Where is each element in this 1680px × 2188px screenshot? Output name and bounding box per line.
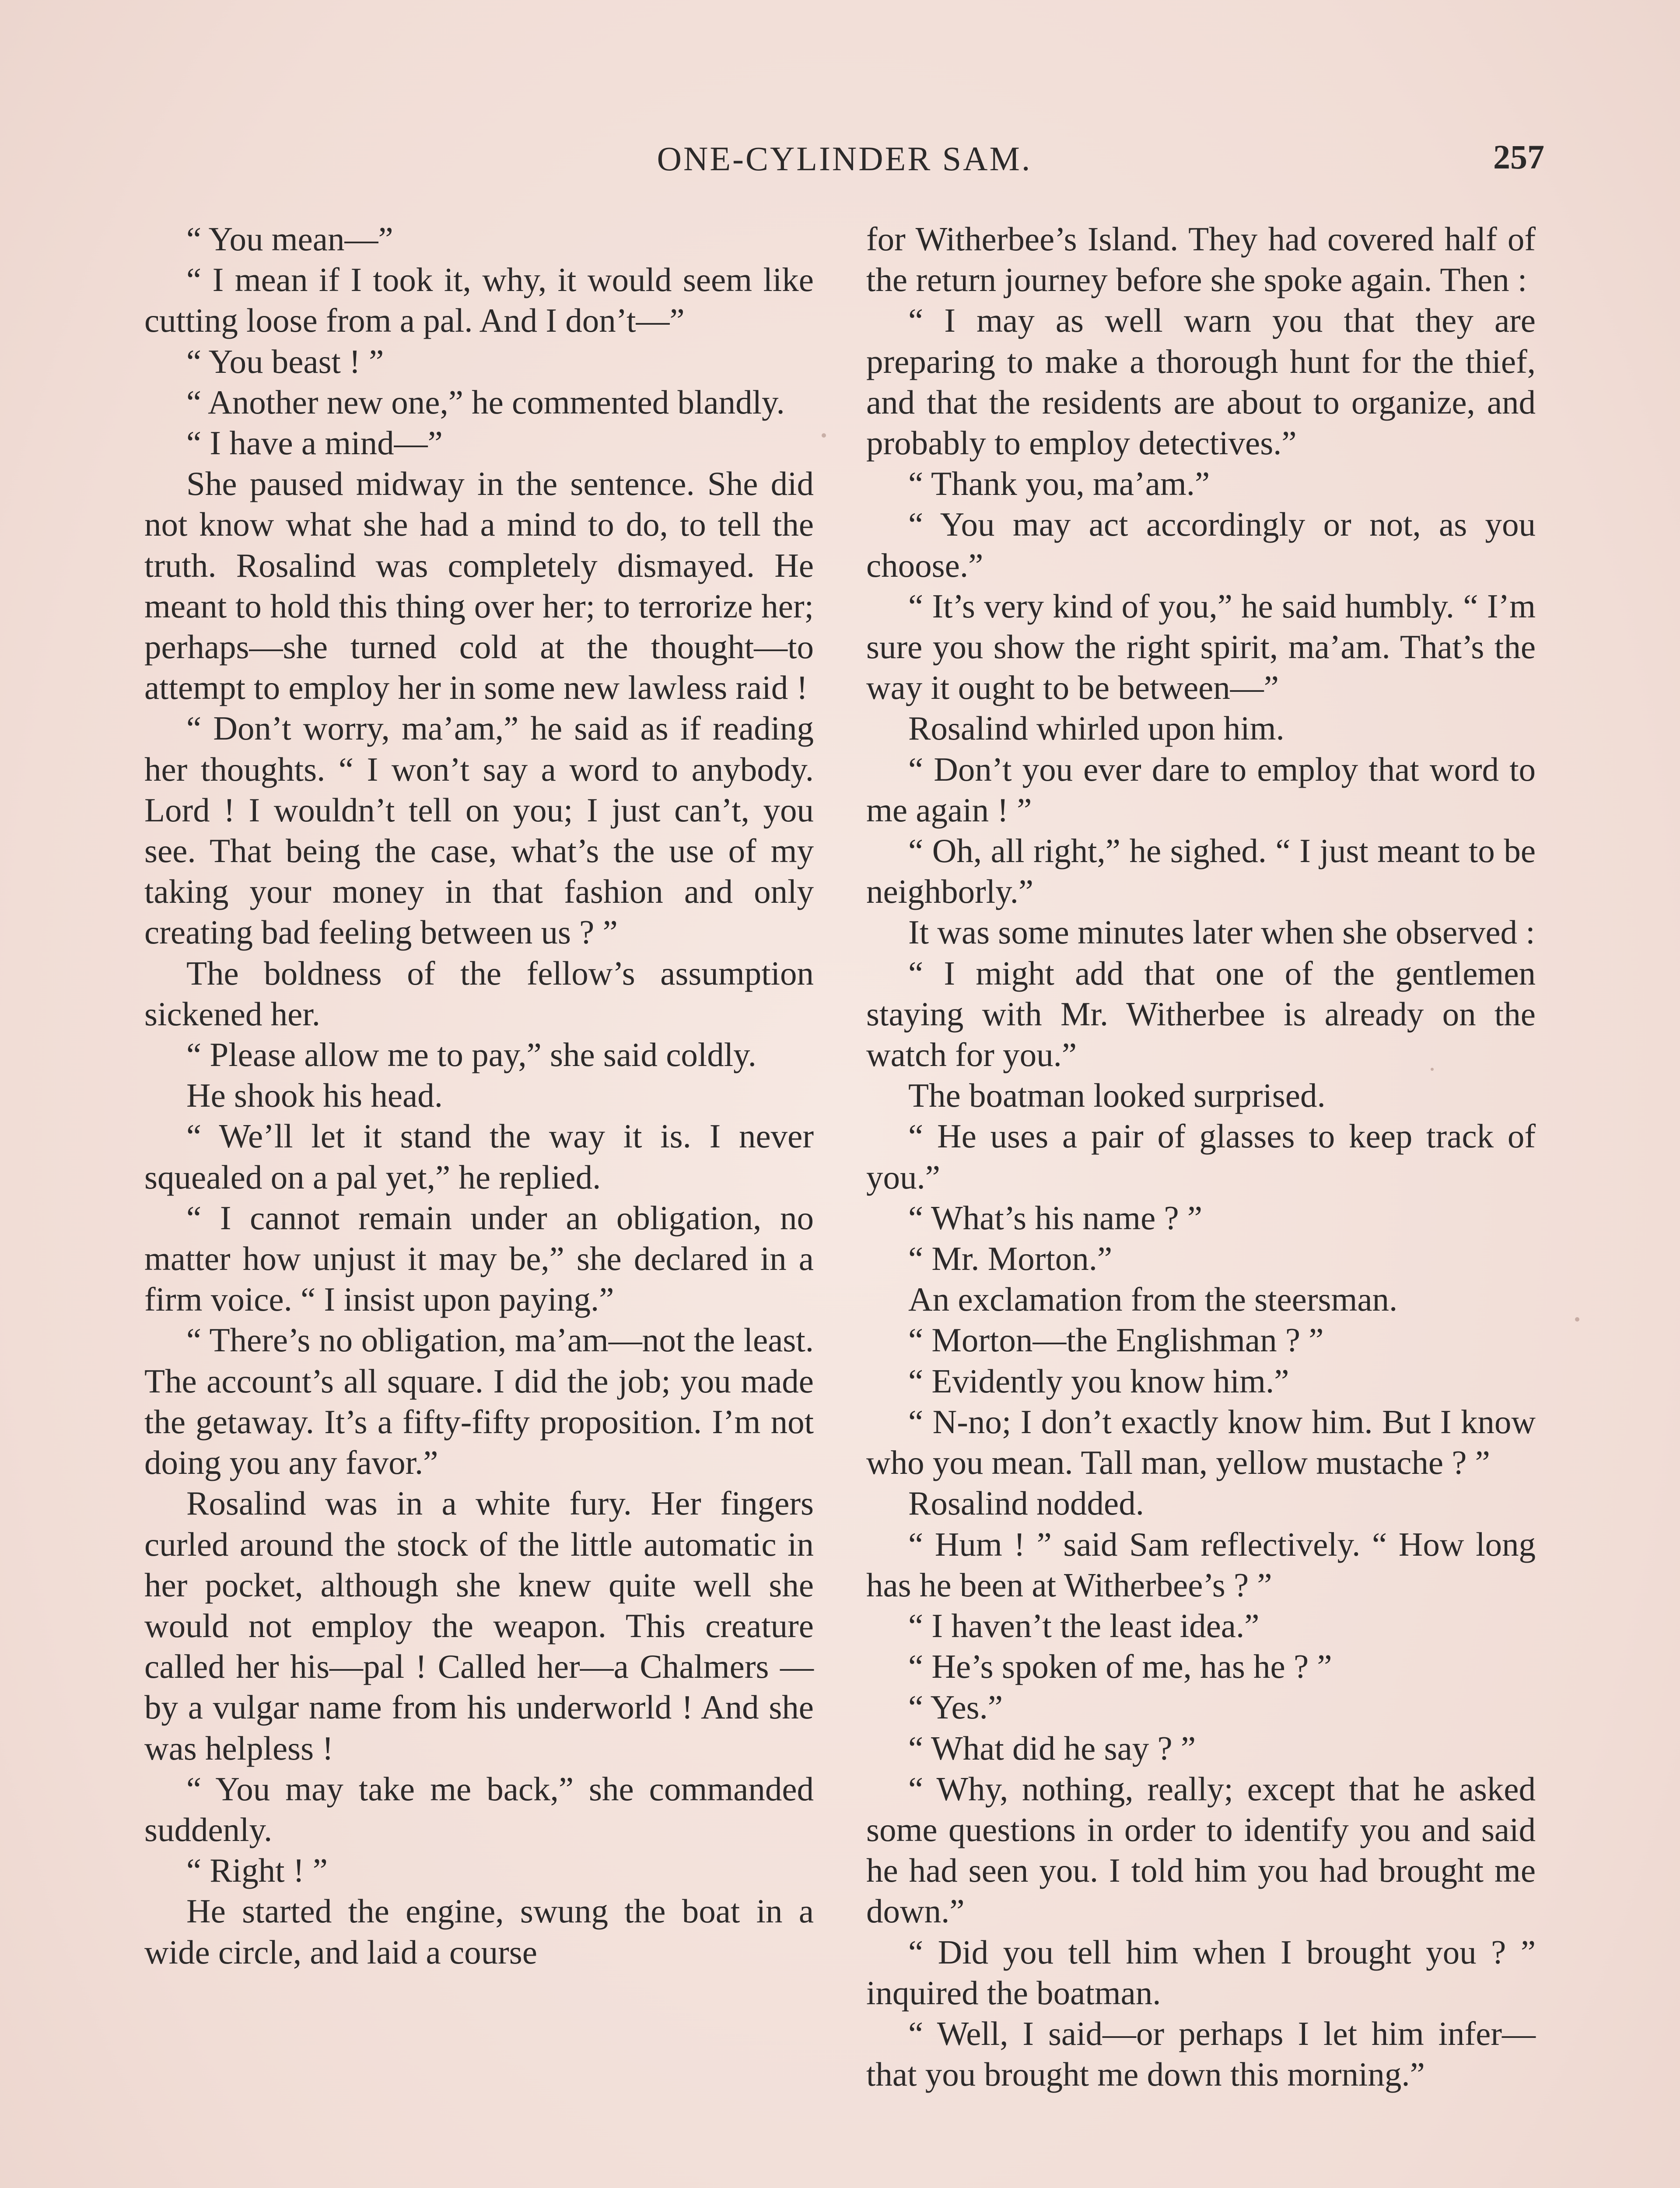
left-text-column [144, 219, 814, 1973]
paragraph: “ I mean if I took it, why, it would seem like cutting loose from a pal. And I don’t—” [144, 261, 814, 340]
paragraph: “ You may take me back,” she commanded suddenly. [144, 1770, 814, 1848]
paragraph: “ Did you tell him when I brought you ? ” inquired the boatman. [866, 1933, 1536, 2012]
paragraph: “ Please allow me to pay,” she said coldly. [186, 1036, 756, 1074]
paragraph: “ Another new one,” he commented blandly. [186, 383, 785, 421]
paragraph: The boatman looked surprised. [908, 1076, 1326, 1115]
paragraph: Rosalind whirled upon him. [908, 709, 1284, 747]
paragraph: An exclamation from the steersman. [908, 1280, 1398, 1318]
paragraph: “ Well, I said—or perhaps I let him infer—that you brought me down this morning.” [866, 2014, 1536, 2093]
paragraph: “ I may as well warn you that they are preparing to make a thorough hunt for the thief, and that the residents are about to organize, and probably to employ detectives.” [866, 302, 1536, 462]
paragraph: “ We’ll let it stand the way it is. I never squealed on a pal yet,” he replied. [144, 1117, 814, 1196]
paragraph: “ N-no; I don’t exactly know him. But I know who you mean. Tall man, yellow mustache ? ” [866, 1403, 1536, 1482]
paragraph: “ There’s no obligation, ma’am—not the least. The account’s all square. I did the job; you made the getaway. It’s a fifty-fifty proposition. I’m not doing you any favor.” [144, 1321, 814, 1482]
paragraph: “ You mean—” [186, 220, 393, 258]
paragraph: He shook his head. [186, 1076, 443, 1115]
right-text-column [866, 219, 1536, 2095]
paragraph: “ Yes.” [908, 1688, 1003, 1726]
paragraph: “ I cannot remain under an obligation, no matter how unjust it may be,” she declared in a firm voice. “ I insist upon paying.” [144, 1199, 814, 1318]
paragraph: “ Don’t you ever dare to employ that word to me again ! ” [866, 750, 1536, 829]
paragraph: “ Right ! ” [186, 1851, 328, 1890]
paragraph: “ What did he say ? ” [908, 1729, 1196, 1767]
paragraph: She paused midway in the sentence. She did not know what she had a mind to do, to tell the truth. Rosalind was completely dismayed. He meant to hold this thing over her; to terrorize her; perhaps—she turned cold at the thought—to attempt to employ her in some new lawless raid ! [144, 465, 814, 707]
paragraph: Rosalind was in a white fury. Her fingers curled around the stock of the little automatic in her pocket, although she knew quite well she would not employ the weapon. This creature called her his—pal ! Called her—a Chalmers —by a vulgar name from his underworld ! And she was helpless ! [144, 1484, 814, 1767]
paragraph: “ I have a mind—” [186, 424, 443, 462]
paragraph: “ Morton—the Englishman ? ” [908, 1321, 1324, 1359]
paragraph: “ He uses a pair of glasses to keep track of you.” [866, 1117, 1536, 1196]
paragraph: “ Evidently you know him.” [908, 1362, 1289, 1400]
paragraph: “ I might add that one of the gentlemen staying with Mr. Witherbee is already on the watch for you.” [866, 954, 1536, 1074]
paragraph: for Witherbee’s Island. They had covered half of the return journey before she spoke again. Then : [866, 220, 1536, 299]
paragraph: The boldness of the fellow’s assumption sickened her. [144, 954, 814, 1033]
paragraph: “ He’s spoken of me, has he ? ” [908, 1648, 1332, 1686]
page-number: 257 [1493, 138, 1544, 176]
paragraph: “ You beast ! ” [186, 342, 384, 380]
paragraph: “ What’s his name ? ” [908, 1199, 1203, 1237]
paragraph: “ Mr. Morton.” [908, 1240, 1113, 1278]
paragraph: “ Don’t worry, ma’am,” he said as if reading her thoughts. “ I won’t say a word to anybody. Lord ! I wouldn’t tell on you; I just can’t, you see. That being the case, what’s the use of my taking your money in that fashion and only creating bad feeling between us ? ” [144, 709, 814, 951]
running-title: ONE-CYLINDER SAM. [657, 140, 1032, 178]
paragraph: “ Why, nothing, really; except that he asked some questions in order to identify you and said he had seen you. I told him you had brought me down.” [866, 1770, 1536, 1930]
paragraph: “ I haven’t the least idea.” [908, 1606, 1260, 1645]
paragraph: It was some minutes later when she observed : [908, 913, 1535, 951]
paragraph: “ You may act accordingly or not, as you choose.” [866, 505, 1536, 584]
paragraph: Rosalind nodded. [908, 1484, 1144, 1522]
paragraph: “ It’s very kind of you,” he said humbly. “ I’m sure you show the right spirit, ma’am. That’s the way it ought to be between—” [866, 587, 1536, 707]
paragraph: “ Oh, all right,” he sighed. “ I just meant to be neighborly.” [866, 832, 1536, 911]
paragraph: He started the engine, swung the boat in a wide circle, and laid a course [144, 1892, 814, 1971]
paragraph: “ Hum ! ” said Sam reflectively. “ How long has he been at Witherbee’s ? ” [866, 1525, 1536, 1604]
page-header [144, 139, 1544, 183]
paragraph: “ Thank you, ma’am.” [908, 465, 1210, 503]
